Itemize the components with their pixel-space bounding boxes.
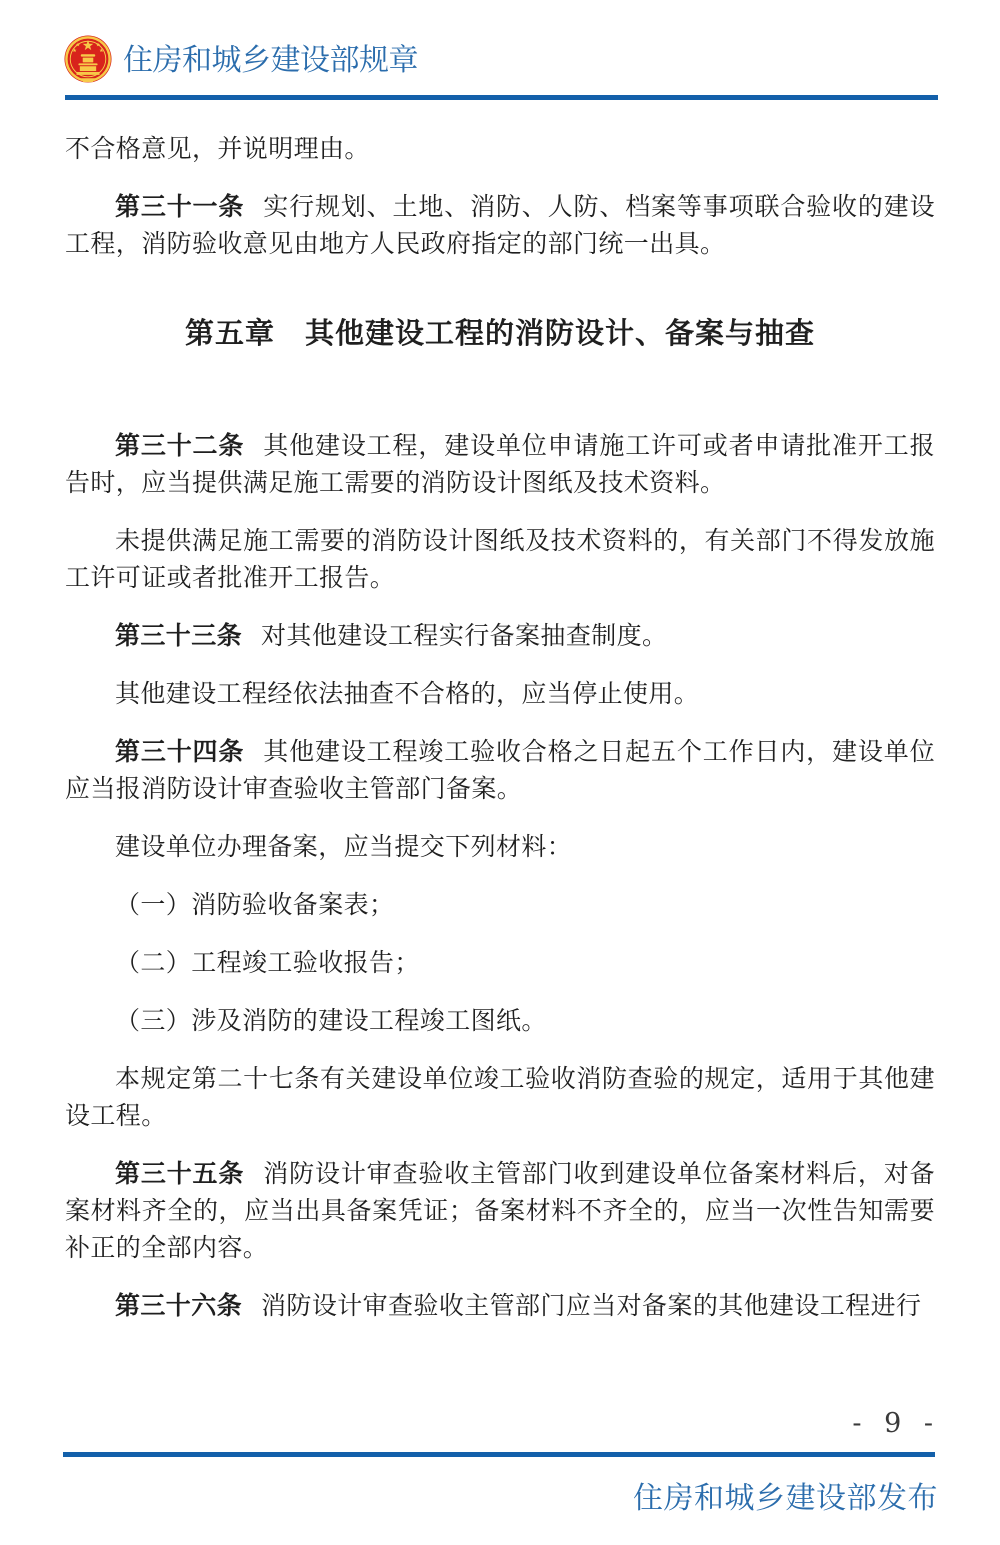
- paragraph: 第三十四条 其他建设工程竣工验收合格之日起五个工作日内，建设单位应当报消防设计审查验收主管部门备案。: [65, 737, 935, 803]
- article-number: 第三十三条: [115, 621, 243, 650]
- paragraph: 不合格意见，并说明理由。: [65, 134, 370, 163]
- paragraph: 第三十五条 消防设计审查验收主管部门收到建设单位备案材料后，对备案材料齐全的，应当出具备案凭证；备案材料不齐全的，应当一次性告知需要补正的全部内容。: [65, 1159, 935, 1262]
- paragraph: 第三十六条 消防设计审查验收主管部门应当对备案的其他建设工程进行: [115, 1291, 922, 1320]
- paragraph: 其他建设工程经依法抽查不合格的，应当停止使用。: [115, 679, 700, 708]
- paragraph: （一）消防验收备案表；: [115, 890, 395, 919]
- article-number: 第三十二条: [115, 431, 245, 460]
- document-header: [64, 34, 935, 86]
- article-number: 第三十一条: [115, 192, 245, 221]
- document-body: [65, 100, 935, 1345]
- paragraph: 第三十二条 其他建设工程，建设单位申请施工许可或者申请批准开工报告时，应当提供满足施工需要的消防设计图纸及技术资料。: [65, 431, 935, 497]
- paragraph: 未提供满足施工需要的消防设计图纸及技术资料的，有关部门不得发放施工许可证或者批准开工报告。: [65, 526, 935, 592]
- article-number: 第三十四条: [115, 737, 245, 766]
- paragraph: （二）工程竣工验收报告；: [115, 948, 420, 977]
- footer-divider: [63, 1452, 935, 1457]
- paragraph: 第三十一条 实行规划、土地、消防、人防、档案等事项联合验收的建设工程，消防验收意见由地方人民政府指定的部门统一出具。: [65, 192, 935, 258]
- national-emblem-icon: [64, 34, 112, 86]
- paragraph: （三）涉及消防的建设工程竣工图纸。: [115, 1006, 547, 1035]
- publisher-label: 住房和城乡建设部发布: [633, 1481, 938, 1516]
- paragraph: 第三十三条 对其他建设工程实行备案抽查制度。: [115, 621, 668, 650]
- article-number: 第三十六条: [115, 1291, 243, 1320]
- paragraph: 本规定第二十七条有关建设单位竣工验收消防查验的规定，适用于其他建设工程。: [65, 1064, 935, 1130]
- paragraph: 建设单位办理备案，应当提交下列材料：: [115, 832, 573, 861]
- article-number: 第三十五条: [115, 1159, 245, 1188]
- page-number: - 9 -: [852, 1408, 935, 1439]
- header-title: 住房和城乡建设部规章: [123, 43, 418, 78]
- chapter-heading: 第五章 其他建设工程的消防设计、备案与抽查: [184, 316, 815, 350]
